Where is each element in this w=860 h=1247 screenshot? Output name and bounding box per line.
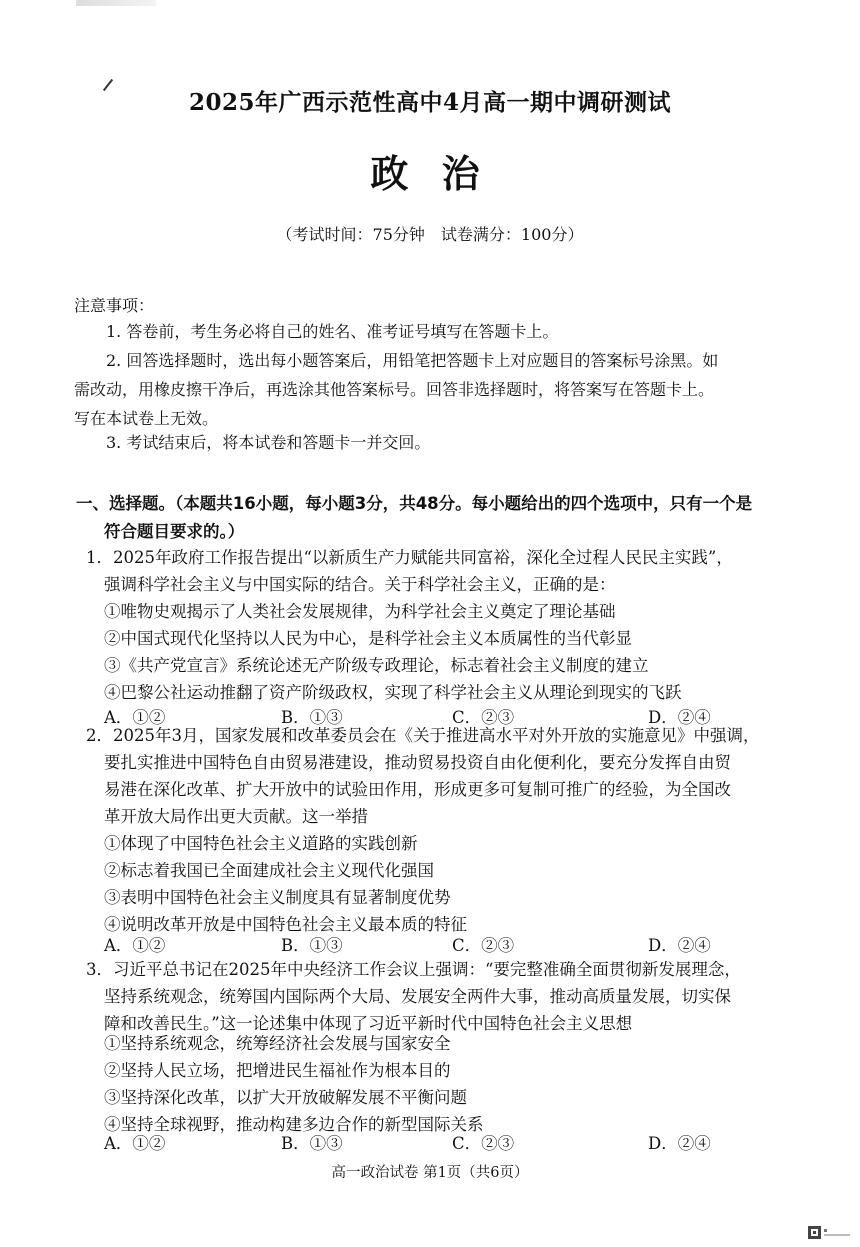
statement: ③《共产党宣言》系统论述无产阶级专政理论，标志着社会主义制度的建立 <box>104 656 649 675</box>
statement: ②中国式现代化坚持以人民为中心，是科学社会主义本质属性的当代彰显 <box>104 629 632 648</box>
stem-line: 坚持系统观念，统筹国内国际两个大局、发展安全两件大事，推动高质量发展，切实保 <box>104 987 731 1006</box>
notice-item <box>74 346 824 433</box>
statement: ②标志着我国已全面建成社会主义现代化强国 <box>104 861 434 880</box>
question-1-statements <box>104 598 824 706</box>
statement: ①体现了中国特色社会主义道路的实践创新 <box>104 834 418 853</box>
question-2-stem <box>86 722 826 830</box>
exam-info: （考试时间：75分钟 试卷满分：100分） <box>276 225 584 244</box>
question-2-option-d: D．②④ <box>648 936 711 955</box>
scan-smudge <box>76 0 156 6</box>
subject-title: 政 治 <box>370 151 490 196</box>
stem-line: 1．2025年政府工作报告提出“以新质生产力赋能共同富裕，深化全过程人民民主实践”， <box>86 548 733 567</box>
notice-item <box>74 428 824 457</box>
question-1-option-c: C．②③ <box>452 708 515 727</box>
question-3-option-d: D．②④ <box>648 1134 711 1153</box>
question-3-option-b: B．①③ <box>281 1134 343 1153</box>
notice-line: 写在本试卷上无效。 <box>74 409 219 428</box>
question-1-option-a: A．①② <box>104 708 166 727</box>
notice-line: 2. 回答选择题时，选出每小题答案后，用铅笔把答题卡上对应题目的答案标号涂黑。如 <box>106 351 719 370</box>
question-3-statements <box>104 1030 824 1138</box>
notice-line: 需改动，用橡皮擦干净后，再选涂其他答案标号。回答非选择题时，将答案写在答题卡上。 <box>74 380 715 399</box>
question-3-option-a: A．①② <box>104 1134 166 1153</box>
statement: ①唯物史观揭示了人类社会发展规律，为科学社会主义奠定了理论基础 <box>104 602 616 621</box>
question-1-stem <box>86 544 826 598</box>
statement: ④巴黎公社运动推翻了资产阶级政权，实现了科学社会主义从理论到现实的飞跃 <box>104 683 682 702</box>
question-2-statements <box>104 830 824 938</box>
section-heading-line: 符合题目要求的。） <box>104 522 245 541</box>
question-3-stem <box>86 956 826 1037</box>
notice-line: 3. 考试结束后，将本试卷和答题卡一并交回。 <box>106 433 431 452</box>
stem-line: 易港在深化改革、扩大开放中的试验田作用，形成更多可复制可推广的经验，为全国改 <box>104 780 731 799</box>
statement: ④坚持全球视野，推动构建多边合作的新型国际关系 <box>104 1115 484 1134</box>
notice-heading: 注意事项： <box>74 296 155 315</box>
statement: ②坚持人民立场，把增进民生福祉作为根本目的 <box>104 1061 451 1080</box>
stem-line: 要扎实推进中国特色自由贸易港建设，推动贸易投资自由化便利化，要充分发挥自由贸 <box>104 753 731 772</box>
notice-line: 1. 答卷前，考生务必将自己的姓名、准考证号填写在答题卡上。 <box>106 322 559 341</box>
stem-line: 3．习近平总书记在2025年中央经济工作会议上强调：“要完整准确全面贯彻新发展理念， <box>86 960 741 979</box>
question-2-option-a: A．①② <box>104 936 166 955</box>
question-3-option-c: C．②③ <box>452 1134 515 1153</box>
stem-line: 2．2025年3月，国家发展和改革委员会在《关于推进高水平对外开放的实施意见》中强调， <box>86 726 760 745</box>
qr-watermark-icon <box>808 1226 852 1240</box>
question-1-option-b: B．①③ <box>281 708 343 727</box>
statement: ④说明改革开放是中国特色社会主义最本质的特征 <box>104 915 467 934</box>
question-2-option-b: B．①③ <box>281 936 343 955</box>
stem-line: 强调科学社会主义与中国实际的结合。关于科学社会主义，正确的是： <box>104 575 616 594</box>
question-1-option-d: D．②④ <box>648 708 711 727</box>
stem-line: 革开放大局作出更大贡献。这一举措 <box>104 807 368 826</box>
stem-line: 障和改善民生。”这一论述集中体现了习近平新时代中国特色社会主义思想 <box>104 1014 633 1033</box>
section-heading-line: 一、选择题。（本题共16小题，每小题3分，共48分。每小题给出的四个选项中，只有一个是 <box>76 494 753 513</box>
section-heading <box>76 490 836 546</box>
statement: ①坚持系统观念，统筹经济社会发展与国家安全 <box>104 1034 451 1053</box>
page-footer: 高一政治试卷 第1页（共6页） <box>331 1165 529 1181</box>
notice-item <box>74 317 824 346</box>
statement: ③表明中国特色社会主义制度具有显著制度优势 <box>104 888 451 907</box>
statement: ③坚持深化改革，以扩大开放破解发展不平衡问题 <box>104 1088 467 1107</box>
question-2-option-c: C．②③ <box>452 936 515 955</box>
exam-title: 2025年广西示范性高中4月高一期中调研测试 <box>188 89 672 116</box>
